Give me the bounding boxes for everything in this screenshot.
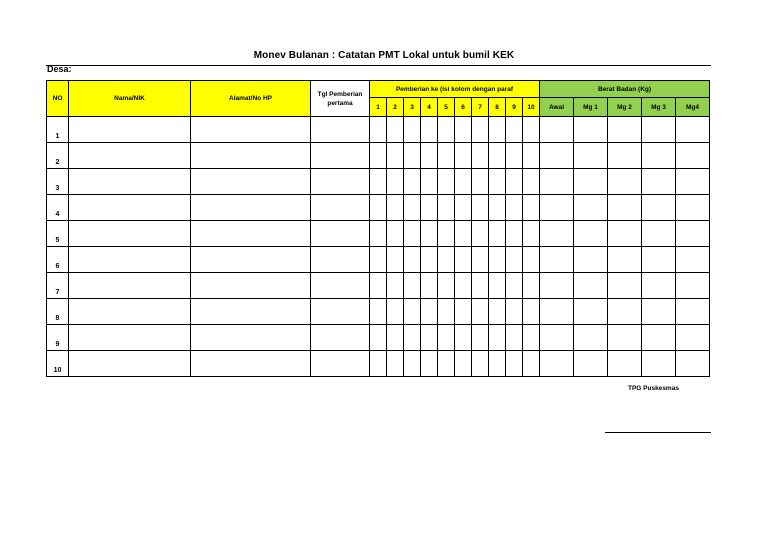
pemberian-7-cell[interactable]: [472, 169, 489, 195]
header-pemberian-9: 9: [506, 98, 523, 117]
signature-line: [605, 432, 711, 433]
alamat-cell[interactable]: [191, 247, 311, 273]
berat-mg4-cell[interactable]: [676, 299, 710, 325]
pemberian-9-cell[interactable]: [506, 325, 523, 351]
pemberian-9-cell[interactable]: [506, 273, 523, 299]
berat-mg3-cell[interactable]: [642, 299, 676, 325]
pemberian-7-cell[interactable]: [472, 351, 489, 377]
alamat-cell[interactable]: [191, 273, 311, 299]
alamat-cell[interactable]: [191, 299, 311, 325]
pemberian-2-cell[interactable]: [387, 273, 404, 299]
monitoring-table: [46, 80, 710, 377]
berat-awal-cell[interactable]: [540, 325, 574, 351]
berat-awal-cell[interactable]: [540, 299, 574, 325]
berat-mg2-cell[interactable]: [608, 273, 642, 299]
pemberian-3-cell[interactable]: [404, 169, 421, 195]
table-row: [47, 143, 710, 169]
pemberian-6-cell[interactable]: [455, 299, 472, 325]
pemberian-2-cell[interactable]: [387, 169, 404, 195]
signature-label: TPG Puskesmas: [628, 385, 679, 392]
pemberian-3-cell[interactable]: [404, 195, 421, 221]
table-row: [47, 273, 710, 299]
pemberian-2-cell[interactable]: [387, 325, 404, 351]
nama-nik-cell[interactable]: [69, 143, 191, 169]
pemberian-9-cell[interactable]: [506, 299, 523, 325]
berat-awal-cell[interactable]: [540, 195, 574, 221]
nama-nik-cell[interactable]: [69, 117, 191, 143]
pemberian-6-cell[interactable]: [455, 325, 472, 351]
berat-mg3-cell[interactable]: [642, 351, 676, 377]
pemberian-7-cell[interactable]: [472, 247, 489, 273]
berat-mg4-cell[interactable]: [676, 195, 710, 221]
berat-mg1-cell[interactable]: [574, 221, 608, 247]
pemberian-8-cell[interactable]: [489, 195, 506, 221]
pemberian-5-cell[interactable]: [438, 195, 455, 221]
row-number: 9: [47, 325, 69, 351]
tgl-pemberian-cell[interactable]: [311, 169, 370, 195]
pemberian-4-cell[interactable]: [421, 195, 438, 221]
pemberian-6-cell[interactable]: [455, 195, 472, 221]
berat-awal-cell[interactable]: [540, 273, 574, 299]
tgl-pemberian-cell[interactable]: [311, 143, 370, 169]
berat-mg1-cell[interactable]: [574, 169, 608, 195]
pemberian-3-cell[interactable]: [404, 143, 421, 169]
pemberian-1-cell[interactable]: [370, 351, 387, 377]
berat-mg3-cell[interactable]: [642, 273, 676, 299]
pemberian-3-cell[interactable]: [404, 325, 421, 351]
pemberian-9-cell[interactable]: [506, 351, 523, 377]
berat-awal-cell[interactable]: [540, 351, 574, 377]
tgl-pemberian-cell[interactable]: [311, 117, 370, 143]
pemberian-6-cell[interactable]: [455, 143, 472, 169]
pemberian-10-cell[interactable]: [523, 195, 540, 221]
berat-mg1-cell[interactable]: [574, 351, 608, 377]
pemberian-5-cell[interactable]: [438, 221, 455, 247]
pemberian-9-cell[interactable]: [506, 195, 523, 221]
tgl-pemberian-cell[interactable]: [311, 325, 370, 351]
pemberian-5-cell[interactable]: [438, 273, 455, 299]
table-row: [47, 351, 710, 377]
pemberian-5-cell[interactable]: [438, 351, 455, 377]
berat-mg3-cell[interactable]: [642, 325, 676, 351]
pemberian-6-cell[interactable]: [455, 221, 472, 247]
berat-mg2-cell[interactable]: [608, 117, 642, 143]
pemberian-5-cell[interactable]: [438, 143, 455, 169]
pemberian-9-cell[interactable]: [506, 117, 523, 143]
pemberian-6-cell[interactable]: [455, 169, 472, 195]
pemberian-2-cell[interactable]: [387, 117, 404, 143]
berat-mg1-cell[interactable]: [574, 299, 608, 325]
berat-mg2-cell[interactable]: [608, 351, 642, 377]
pemberian-8-cell[interactable]: [489, 143, 506, 169]
header-tgl-pemberian: Tgl Pemberian pertama: [311, 81, 370, 117]
pemberian-4-cell[interactable]: [421, 169, 438, 195]
berat-mg2-cell[interactable]: [608, 325, 642, 351]
berat-mg4-cell[interactable]: [676, 143, 710, 169]
alamat-cell[interactable]: [191, 325, 311, 351]
pemberian-4-cell[interactable]: [421, 143, 438, 169]
row-number: 7: [47, 273, 69, 299]
pemberian-4-cell[interactable]: [421, 325, 438, 351]
row-number: 4: [47, 195, 69, 221]
header-nama-nik: Nama/NIK: [69, 81, 191, 117]
header-pemberian-10: 10: [523, 98, 540, 117]
berat-mg1-cell[interactable]: [574, 247, 608, 273]
berat-mg2-cell[interactable]: [608, 221, 642, 247]
berat-mg4-cell[interactable]: [676, 117, 710, 143]
tgl-pemberian-cell[interactable]: [311, 351, 370, 377]
alamat-cell[interactable]: [191, 143, 311, 169]
pemberian-1-cell[interactable]: [370, 195, 387, 221]
berat-mg4-cell[interactable]: [676, 169, 710, 195]
pemberian-4-cell[interactable]: [421, 117, 438, 143]
row-number: 10: [47, 351, 69, 377]
row-number: 6: [47, 247, 69, 273]
pemberian-10-cell[interactable]: [523, 325, 540, 351]
pemberian-9-cell[interactable]: [506, 221, 523, 247]
row-number: 5: [47, 221, 69, 247]
berat-mg4-cell[interactable]: [676, 273, 710, 299]
pemberian-10-cell[interactable]: [523, 169, 540, 195]
row-number: 1: [47, 117, 69, 143]
nama-nik-cell[interactable]: [69, 325, 191, 351]
pemberian-8-cell[interactable]: [489, 273, 506, 299]
berat-mg4-cell[interactable]: [676, 221, 710, 247]
berat-mg1-cell[interactable]: [574, 117, 608, 143]
pemberian-6-cell[interactable]: [455, 117, 472, 143]
pemberian-5-cell[interactable]: [438, 247, 455, 273]
pemberian-10-cell[interactable]: [523, 351, 540, 377]
pemberian-2-cell[interactable]: [387, 221, 404, 247]
pemberian-5-cell[interactable]: [438, 299, 455, 325]
header-berat-mg3: Mg 3: [642, 98, 676, 117]
pemberian-6-cell[interactable]: [455, 273, 472, 299]
berat-mg1-cell[interactable]: [574, 195, 608, 221]
berat-mg4-cell[interactable]: [676, 247, 710, 273]
table-row: [47, 195, 710, 221]
berat-mg1-cell[interactable]: [574, 143, 608, 169]
berat-mg3-cell[interactable]: [642, 143, 676, 169]
table-row: [47, 169, 710, 195]
pemberian-7-cell[interactable]: [472, 273, 489, 299]
berat-mg1-cell[interactable]: [574, 273, 608, 299]
pemberian-10-cell[interactable]: [523, 117, 540, 143]
alamat-cell[interactable]: [191, 195, 311, 221]
pemberian-8-cell[interactable]: [489, 247, 506, 273]
pemberian-7-cell[interactable]: [472, 143, 489, 169]
pemberian-8-cell[interactable]: [489, 325, 506, 351]
pemberian-9-cell[interactable]: [506, 143, 523, 169]
row-number: 3: [47, 169, 69, 195]
pemberian-4-cell[interactable]: [421, 221, 438, 247]
pemberian-2-cell[interactable]: [387, 195, 404, 221]
berat-mg1-cell[interactable]: [574, 325, 608, 351]
tgl-pemberian-cell[interactable]: [311, 247, 370, 273]
pemberian-1-cell[interactable]: [370, 143, 387, 169]
alamat-cell[interactable]: [191, 351, 311, 377]
header-pemberian-6: 6: [455, 98, 472, 117]
header-pemberian-5: 5: [438, 98, 455, 117]
pemberian-8-cell[interactable]: [489, 117, 506, 143]
header-pemberian-3: 3: [404, 98, 421, 117]
pemberian-2-cell[interactable]: [387, 299, 404, 325]
table-row: [47, 325, 710, 351]
nama-nik-cell[interactable]: [69, 169, 191, 195]
pemberian-3-cell[interactable]: [404, 221, 421, 247]
pemberian-4-cell[interactable]: [421, 299, 438, 325]
alamat-cell[interactable]: [191, 117, 311, 143]
tgl-pemberian-cell[interactable]: [311, 273, 370, 299]
pemberian-8-cell[interactable]: [489, 221, 506, 247]
header-berat-mg2: Mg 2: [608, 98, 642, 117]
pemberian-10-cell[interactable]: [523, 221, 540, 247]
desa-label: Desa:: [47, 64, 72, 74]
pemberian-3-cell[interactable]: [404, 351, 421, 377]
pemberian-8-cell[interactable]: [489, 169, 506, 195]
pemberian-3-cell[interactable]: [404, 299, 421, 325]
pemberian-7-cell[interactable]: [472, 117, 489, 143]
tgl-pemberian-cell[interactable]: [311, 299, 370, 325]
pemberian-5-cell[interactable]: [438, 117, 455, 143]
nama-nik-cell[interactable]: [69, 221, 191, 247]
alamat-cell[interactable]: [191, 221, 311, 247]
tgl-pemberian-cell[interactable]: [311, 221, 370, 247]
berat-awal-cell[interactable]: [540, 143, 574, 169]
nama-nik-cell[interactable]: [69, 351, 191, 377]
table-row: [47, 299, 710, 325]
pemberian-2-cell[interactable]: [387, 143, 404, 169]
header-no: NO: [47, 81, 69, 117]
tgl-pemberian-cell[interactable]: [311, 195, 370, 221]
berat-mg2-cell[interactable]: [608, 247, 642, 273]
pemberian-10-cell[interactable]: [523, 247, 540, 273]
header-pemberian-1: 1: [370, 98, 387, 117]
pemberian-7-cell[interactable]: [472, 299, 489, 325]
header-berat-mg4: Mg4: [676, 98, 710, 117]
pemberian-3-cell[interactable]: [404, 247, 421, 273]
header-alamat: Alamat/No HP: [191, 81, 311, 117]
berat-mg3-cell[interactable]: [642, 195, 676, 221]
berat-mg3-cell[interactable]: [642, 247, 676, 273]
header-berat-mg1: Mg 1: [574, 98, 608, 117]
pemberian-1-cell[interactable]: [370, 299, 387, 325]
pemberian-4-cell[interactable]: [421, 247, 438, 273]
berat-mg4-cell[interactable]: [676, 325, 710, 351]
nama-nik-cell[interactable]: [69, 299, 191, 325]
header-berat-badan: Berat Badan (Kg): [540, 81, 710, 98]
pemberian-7-cell[interactable]: [472, 195, 489, 221]
pemberian-10-cell[interactable]: [523, 299, 540, 325]
berat-mg4-cell[interactable]: [676, 351, 710, 377]
alamat-cell[interactable]: [191, 169, 311, 195]
pemberian-8-cell[interactable]: [489, 351, 506, 377]
pemberian-7-cell[interactable]: [472, 221, 489, 247]
header-pemberian-8: 8: [489, 98, 506, 117]
berat-mg2-cell[interactable]: [608, 169, 642, 195]
pemberian-1-cell[interactable]: [370, 117, 387, 143]
pemberian-3-cell[interactable]: [404, 273, 421, 299]
row-number: 2: [47, 143, 69, 169]
pemberian-9-cell[interactable]: [506, 247, 523, 273]
berat-awal-cell[interactable]: [540, 117, 574, 143]
desa-underline: [46, 65, 711, 66]
pemberian-10-cell[interactable]: [523, 273, 540, 299]
pemberian-3-cell[interactable]: [404, 117, 421, 143]
pemberian-2-cell[interactable]: [387, 351, 404, 377]
pemberian-5-cell[interactable]: [438, 325, 455, 351]
pemberian-6-cell[interactable]: [455, 351, 472, 377]
berat-mg2-cell[interactable]: [608, 195, 642, 221]
pemberian-4-cell[interactable]: [421, 351, 438, 377]
pemberian-8-cell[interactable]: [489, 299, 506, 325]
pemberian-10-cell[interactable]: [523, 143, 540, 169]
page-title: Monev Bulanan : Catatan PMT Lokal untuk bumil KEK: [253, 50, 515, 61]
table-row: [47, 117, 710, 143]
pemberian-1-cell[interactable]: [370, 221, 387, 247]
berat-awal-cell[interactable]: [540, 247, 574, 273]
pemberian-1-cell[interactable]: [370, 169, 387, 195]
header-pemberian-4: 4: [421, 98, 438, 117]
pemberian-7-cell[interactable]: [472, 325, 489, 351]
pemberian-1-cell[interactable]: [370, 325, 387, 351]
pemberian-6-cell[interactable]: [455, 247, 472, 273]
header-pemberian-2: 2: [387, 98, 404, 117]
berat-mg3-cell[interactable]: [642, 117, 676, 143]
pemberian-1-cell[interactable]: [370, 247, 387, 273]
row-number: 8: [47, 299, 69, 325]
pemberian-5-cell[interactable]: [438, 169, 455, 195]
pemberian-1-cell[interactable]: [370, 273, 387, 299]
pemberian-2-cell[interactable]: [387, 247, 404, 273]
header-pemberian-ke: Pemberian ke (isi kolom dengan paraf: [370, 81, 540, 98]
header-berat-awal: Awal: [540, 98, 574, 117]
header-pemberian-7: 7: [472, 98, 489, 117]
berat-mg2-cell[interactable]: [608, 143, 642, 169]
berat-awal-cell[interactable]: [540, 169, 574, 195]
berat-awal-cell[interactable]: [540, 221, 574, 247]
nama-nik-cell[interactable]: [69, 273, 191, 299]
table-row: [47, 221, 710, 247]
berat-mg3-cell[interactable]: [642, 221, 676, 247]
pemberian-4-cell[interactable]: [421, 273, 438, 299]
nama-nik-cell[interactable]: [69, 195, 191, 221]
pemberian-9-cell[interactable]: [506, 169, 523, 195]
nama-nik-cell[interactable]: [69, 247, 191, 273]
berat-mg2-cell[interactable]: [608, 299, 642, 325]
berat-mg3-cell[interactable]: [642, 169, 676, 195]
table-row: [47, 247, 710, 273]
